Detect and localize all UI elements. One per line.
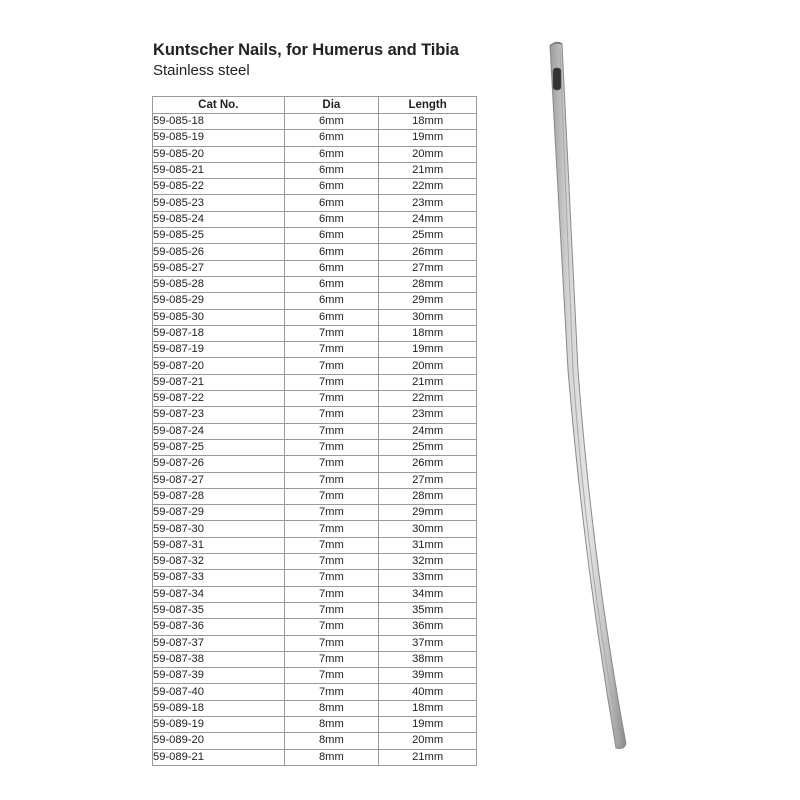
- length-cell: 35mm: [379, 602, 477, 618]
- cat-no-cell: 59-087-34: [153, 586, 285, 602]
- length-cell: 37mm: [379, 635, 477, 651]
- length-cell: 19mm: [379, 130, 477, 146]
- length-cell: 20mm: [379, 358, 477, 374]
- dia-cell: 6mm: [284, 179, 379, 195]
- dia-cell: 7mm: [284, 602, 379, 618]
- cat-no-cell: 59-087-37: [153, 635, 285, 651]
- page-subtitle: Stainless steel: [153, 62, 250, 79]
- col-header-cat-no: Cat No.: [153, 97, 285, 114]
- table-row: [153, 195, 477, 211]
- table-row: [153, 586, 477, 602]
- table-row: [153, 635, 477, 651]
- length-cell: 21mm: [379, 162, 477, 178]
- length-cell: 18mm: [379, 114, 477, 130]
- dia-cell: 7mm: [284, 521, 379, 537]
- dia-cell: 7mm: [284, 554, 379, 570]
- cat-no-cell: 59-085-20: [153, 146, 285, 162]
- cat-no-cell: 59-087-25: [153, 439, 285, 455]
- table-row: [153, 439, 477, 455]
- cat-no-cell: 59-087-24: [153, 423, 285, 439]
- dia-cell: 7mm: [284, 505, 379, 521]
- dia-cell: 6mm: [284, 293, 379, 309]
- length-cell: 26mm: [379, 456, 477, 472]
- cat-no-cell: 59-085-22: [153, 179, 285, 195]
- table-row: [153, 228, 477, 244]
- table-row: [153, 179, 477, 195]
- cat-no-cell: 59-085-26: [153, 244, 285, 260]
- cat-no-cell: 59-087-26: [153, 456, 285, 472]
- cat-no-cell: 59-087-36: [153, 619, 285, 635]
- length-cell: 30mm: [379, 309, 477, 325]
- dia-cell: 6mm: [284, 276, 379, 292]
- dia-cell: 8mm: [284, 733, 379, 749]
- table-row: [153, 391, 477, 407]
- table-row: [153, 358, 477, 374]
- table-row: [153, 668, 477, 684]
- cat-no-cell: 59-089-21: [153, 749, 285, 765]
- table-row: [153, 684, 477, 700]
- cat-no-cell: 59-087-35: [153, 602, 285, 618]
- cat-no-cell: 59-087-40: [153, 684, 285, 700]
- cat-no-cell: 59-085-19: [153, 130, 285, 146]
- length-cell: 33mm: [379, 570, 477, 586]
- table-row: [153, 716, 477, 732]
- cat-no-cell: 59-087-39: [153, 668, 285, 684]
- table-row: [153, 423, 477, 439]
- length-cell: 21mm: [379, 749, 477, 765]
- length-cell: 24mm: [379, 211, 477, 227]
- cat-no-cell: 59-085-21: [153, 162, 285, 178]
- length-cell: 23mm: [379, 407, 477, 423]
- spec-table-body: [153, 114, 477, 766]
- cat-no-cell: 59-085-28: [153, 276, 285, 292]
- dia-cell: 6mm: [284, 244, 379, 260]
- length-cell: 24mm: [379, 423, 477, 439]
- dia-cell: 7mm: [284, 325, 379, 341]
- cat-no-cell: 59-085-30: [153, 309, 285, 325]
- table-row: [153, 554, 477, 570]
- dia-cell: 7mm: [284, 619, 379, 635]
- table-row: [153, 407, 477, 423]
- dia-cell: 7mm: [284, 407, 379, 423]
- dia-cell: 7mm: [284, 342, 379, 358]
- dia-cell: 7mm: [284, 374, 379, 390]
- cat-no-cell: 59-085-27: [153, 260, 285, 276]
- table-row: [153, 472, 477, 488]
- length-cell: 20mm: [379, 146, 477, 162]
- dia-cell: 6mm: [284, 228, 379, 244]
- dia-cell: 8mm: [284, 749, 379, 765]
- table-row: [153, 211, 477, 227]
- table-row: [153, 276, 477, 292]
- dia-cell: 6mm: [284, 211, 379, 227]
- cat-no-cell: 59-087-19: [153, 342, 285, 358]
- table-header-row: [153, 97, 477, 114]
- length-cell: 28mm: [379, 488, 477, 504]
- col-header-length: Length: [379, 97, 477, 114]
- dia-cell: 7mm: [284, 635, 379, 651]
- table-row: [153, 456, 477, 472]
- dia-cell: 7mm: [284, 651, 379, 667]
- cat-no-cell: 59-087-31: [153, 537, 285, 553]
- cat-no-cell: 59-085-24: [153, 211, 285, 227]
- length-cell: 27mm: [379, 260, 477, 276]
- cat-no-cell: 59-087-32: [153, 554, 285, 570]
- table-row: [153, 130, 477, 146]
- cat-no-cell: 59-087-20: [153, 358, 285, 374]
- table-row: [153, 488, 477, 504]
- cat-no-cell: 59-089-20: [153, 733, 285, 749]
- length-cell: 25mm: [379, 228, 477, 244]
- table-row: [153, 733, 477, 749]
- table-row: [153, 309, 477, 325]
- length-cell: 22mm: [379, 391, 477, 407]
- kuntscher-nail-icon: [540, 40, 640, 760]
- dia-cell: 7mm: [284, 391, 379, 407]
- table-row: [153, 293, 477, 309]
- length-cell: 19mm: [379, 342, 477, 358]
- length-cell: 22mm: [379, 179, 477, 195]
- cat-no-cell: 59-087-28: [153, 488, 285, 504]
- cat-no-cell: 59-087-27: [153, 472, 285, 488]
- dia-cell: 6mm: [284, 162, 379, 178]
- dia-cell: 6mm: [284, 114, 379, 130]
- dia-cell: 6mm: [284, 195, 379, 211]
- length-cell: 39mm: [379, 668, 477, 684]
- table-row: [153, 505, 477, 521]
- dia-cell: 7mm: [284, 439, 379, 455]
- table-row: [153, 521, 477, 537]
- length-cell: 26mm: [379, 244, 477, 260]
- dia-cell: 7mm: [284, 586, 379, 602]
- length-cell: 32mm: [379, 554, 477, 570]
- cat-no-cell: 59-085-18: [153, 114, 285, 130]
- table-row: [153, 537, 477, 553]
- length-cell: 19mm: [379, 716, 477, 732]
- dia-cell: 7mm: [284, 472, 379, 488]
- dia-cell: 8mm: [284, 716, 379, 732]
- table-row: [153, 342, 477, 358]
- dia-cell: 7mm: [284, 358, 379, 374]
- cat-no-cell: 59-087-23: [153, 407, 285, 423]
- dia-cell: 7mm: [284, 488, 379, 504]
- length-cell: 29mm: [379, 293, 477, 309]
- cat-no-cell: 59-085-25: [153, 228, 285, 244]
- length-cell: 18mm: [379, 700, 477, 716]
- table-row: [153, 114, 477, 130]
- length-cell: 40mm: [379, 684, 477, 700]
- dia-cell: 6mm: [284, 130, 379, 146]
- nail-image: [540, 40, 640, 760]
- table-row: [153, 374, 477, 390]
- dia-cell: 7mm: [284, 537, 379, 553]
- cat-no-cell: 59-085-23: [153, 195, 285, 211]
- length-cell: 21mm: [379, 374, 477, 390]
- spec-table: [152, 96, 477, 766]
- cat-no-cell: 59-087-33: [153, 570, 285, 586]
- page-title: Kuntscher Nails, for Humerus and Tibia: [153, 41, 459, 59]
- dia-cell: 7mm: [284, 456, 379, 472]
- table-row: [153, 619, 477, 635]
- dia-cell: 8mm: [284, 700, 379, 716]
- length-cell: 25mm: [379, 439, 477, 455]
- cat-no-cell: 59-087-29: [153, 505, 285, 521]
- table-row: [153, 260, 477, 276]
- length-cell: 23mm: [379, 195, 477, 211]
- cat-no-cell: 59-089-19: [153, 716, 285, 732]
- cat-no-cell: 59-087-21: [153, 374, 285, 390]
- length-cell: 27mm: [379, 472, 477, 488]
- length-cell: 28mm: [379, 276, 477, 292]
- table-row: [153, 749, 477, 765]
- table-row: [153, 325, 477, 341]
- table-row: [153, 146, 477, 162]
- dia-cell: 6mm: [284, 146, 379, 162]
- table-row: [153, 700, 477, 716]
- length-cell: 20mm: [379, 733, 477, 749]
- length-cell: 30mm: [379, 521, 477, 537]
- cat-no-cell: 59-087-18: [153, 325, 285, 341]
- cat-no-cell: 59-087-38: [153, 651, 285, 667]
- cat-no-cell: 59-087-22: [153, 391, 285, 407]
- table-row: [153, 602, 477, 618]
- table-row: [153, 162, 477, 178]
- col-header-dia: Dia: [284, 97, 379, 114]
- cat-no-cell: 59-087-30: [153, 521, 285, 537]
- dia-cell: 7mm: [284, 684, 379, 700]
- cat-no-cell: 59-089-18: [153, 700, 285, 716]
- dia-cell: 6mm: [284, 309, 379, 325]
- table-row: [153, 570, 477, 586]
- table-row: [153, 244, 477, 260]
- length-cell: 38mm: [379, 651, 477, 667]
- dia-cell: 7mm: [284, 570, 379, 586]
- table-row: [153, 651, 477, 667]
- length-cell: 18mm: [379, 325, 477, 341]
- cat-no-cell: 59-085-29: [153, 293, 285, 309]
- length-cell: 36mm: [379, 619, 477, 635]
- length-cell: 31mm: [379, 537, 477, 553]
- dia-cell: 6mm: [284, 260, 379, 276]
- length-cell: 29mm: [379, 505, 477, 521]
- length-cell: 34mm: [379, 586, 477, 602]
- dia-cell: 7mm: [284, 423, 379, 439]
- dia-cell: 7mm: [284, 668, 379, 684]
